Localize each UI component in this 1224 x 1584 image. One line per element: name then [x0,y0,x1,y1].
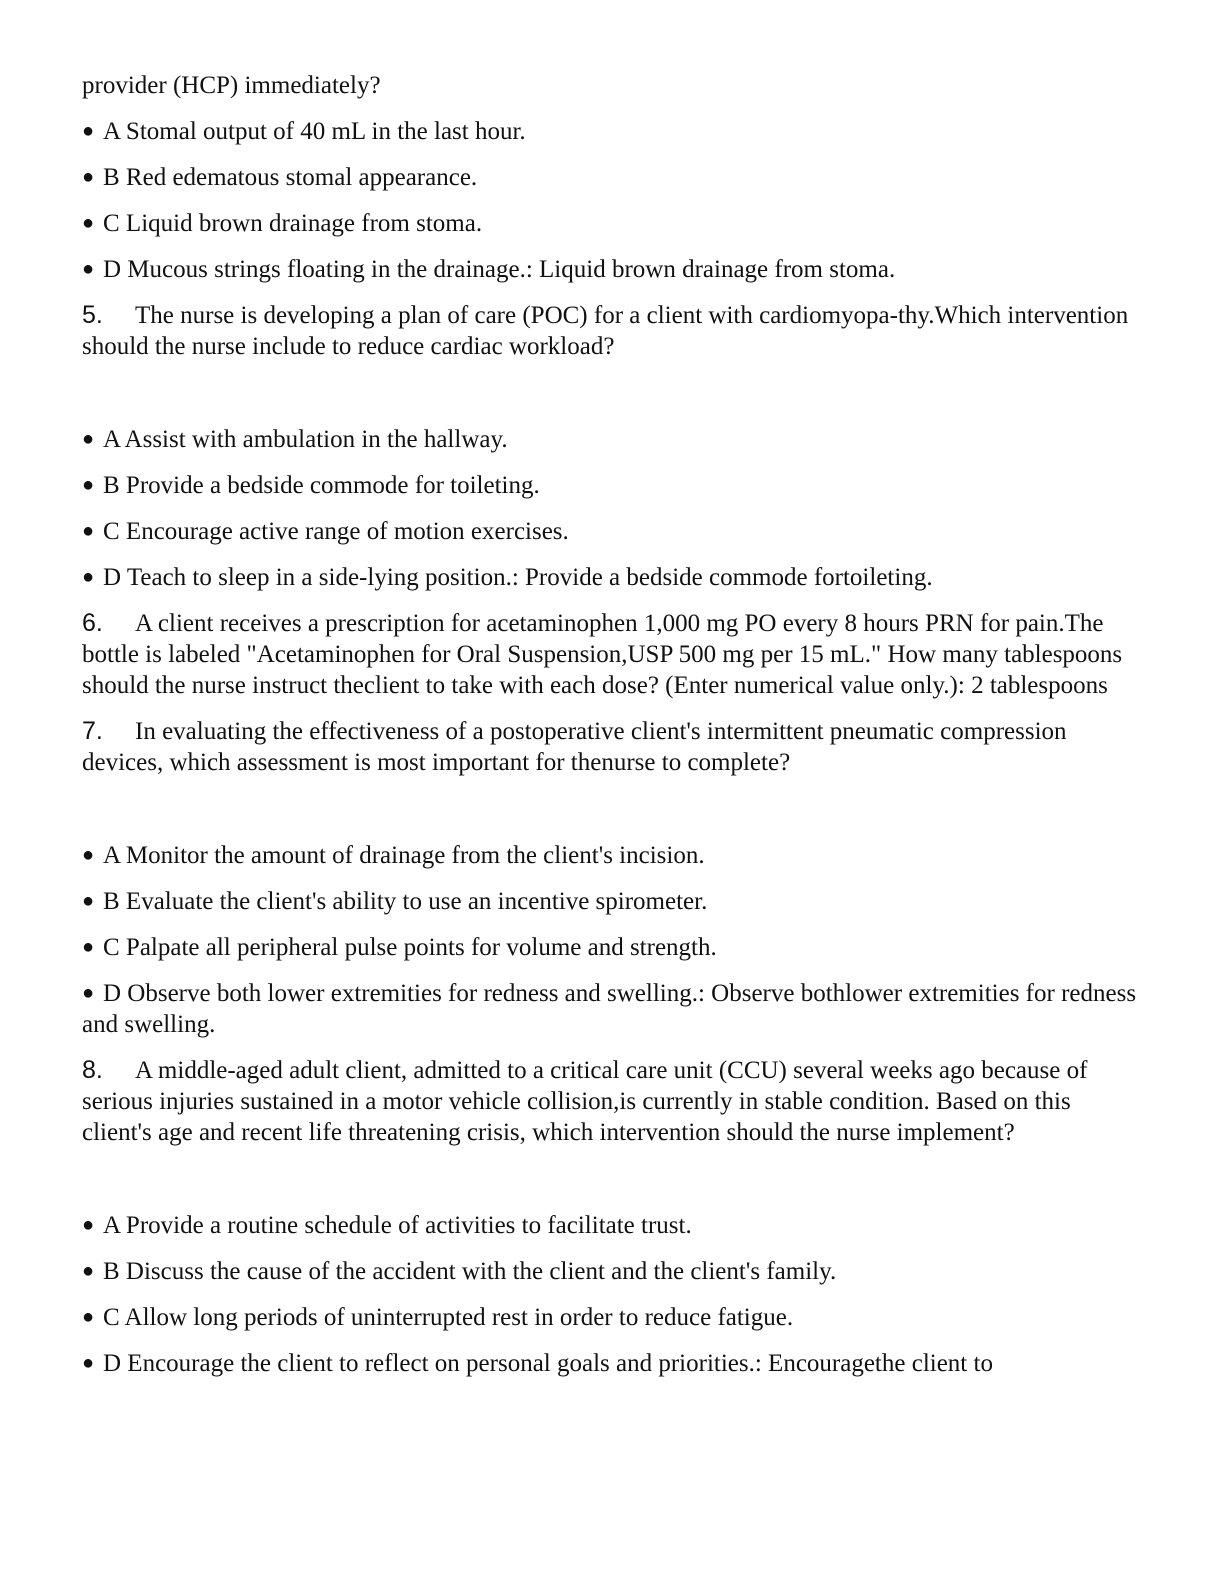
answer-option [82,254,1142,285]
bullet-icon: ● [82,1306,95,1328]
bullet-icon: ● [82,844,95,866]
bullet-icon: ● [82,520,95,542]
answer-option [82,886,1142,917]
answer-option-text: A Monitor the amount of drainage from the client's incision. [103,842,705,869]
bullet-icon: ● [82,120,95,142]
answer-option [82,1256,1142,1287]
question-text: In evaluating the effectiveness of a postoperative client's intermittent pneumatic compression devices, which assessment is most important for thenurse to complete? [82,718,1067,776]
answer-option [82,978,1142,1040]
bullet-icon: ● [82,166,95,188]
answer-option-text: B Evaluate the client's ability to use an incentive spirometer. [103,888,708,915]
answer-option-text: C Palpate all peripheral pulse points for volume and strength. [103,934,717,961]
question-8 [82,1055,1142,1148]
answer-option-text: C Allow long periods of uninterrupted rest in order to reduce fatigue. [103,1304,794,1331]
question-number: 7. [82,717,103,745]
bullet-icon: ● [82,566,95,588]
question-text: A client receives a prescription for acetaminophen 1,000 mg PO every 8 hours PRN for pain.The bottle is labeled "Acetaminophen for Oral Suspension,USP 500 mg per 15 mL." How many tablespoons should the nurse instruct theclient to take with each dose? (Enter numerical value only.): 2 tablespoons [82,610,1123,699]
bullet-icon: ● [82,890,95,912]
bullet-icon: ● [82,428,95,450]
bullet-icon: ● [82,1352,95,1374]
answer-option-text: D Mucous strings floating in the drainage.: Liquid brown drainage from stoma. [103,256,896,283]
answer-option [82,162,1142,193]
question-text: The nurse is developing a plan of care (POC) for a client with cardiomyopa-thy.Which intervention should the nurse include to reduce cardiac workload? [82,302,1129,360]
answer-option [82,562,1142,593]
answer-option [82,1210,1142,1241]
bullet-icon: ● [82,474,95,496]
question-number: 8. [82,1056,103,1084]
answer-option [82,208,1142,239]
bullet-icon: ● [82,1214,95,1236]
answer-option-text: D Teach to sleep in a side-lying position.: Provide a bedside commode fortoileting. [103,564,933,591]
answer-option [82,516,1142,547]
question-number: 5. [82,301,103,329]
bullet-icon: ● [82,1260,95,1282]
document-page [82,70,1142,1394]
question-number: 6. [82,609,103,637]
answer-option-text: B Red edematous stomal appearance. [103,164,478,191]
answer-option-text: B Discuss the cause of the accident with the client and the client's family. [103,1258,837,1285]
answer-option-text: D Encourage the client to reflect on personal goals and priorities.: Encouragethe client to [103,1350,993,1377]
bullet-icon: ● [82,258,95,280]
bullet-icon: ● [82,212,95,234]
answer-option [82,1348,1142,1379]
bullet-icon: ● [82,982,95,1004]
answer-option-text: B Provide a bedside commode for toileting. [103,472,540,499]
answer-option-text: D Observe both lower extremities for redness and swelling.: Observe bothlower extremities for redness and swelling. [82,980,1137,1038]
answer-option-text: A Provide a routine schedule of activities to facilitate trust. [103,1212,692,1239]
answer-option-text: A Stomal output of 40 mL in the last hour. [103,118,526,145]
answer-option [82,470,1142,501]
answer-option [82,116,1142,147]
question-6 [82,608,1142,701]
answer-option-text: C Encourage active range of motion exercises. [103,518,569,545]
question-7 [82,716,1142,778]
answer-option [82,1302,1142,1333]
question-5 [82,300,1142,362]
answer-option [82,932,1142,963]
answer-option-text: A Assist with ambulation in the hallway. [103,426,508,453]
answer-option [82,840,1142,871]
bullet-icon: ● [82,936,95,958]
answer-option [82,424,1142,455]
answer-option-text: C Liquid brown drainage from stoma. [103,210,483,237]
continued-question-text: provider (HCP) immediately? [82,72,381,99]
question-text: A middle-aged adult client, admitted to a critical care unit (CCU) several weeks ago because of serious injuries sustained in a motor vehicle collision,is currently in stable condition. Based on this client's age and recent life threatening crisis, which intervention should the nurse implement? [82,1057,1088,1146]
